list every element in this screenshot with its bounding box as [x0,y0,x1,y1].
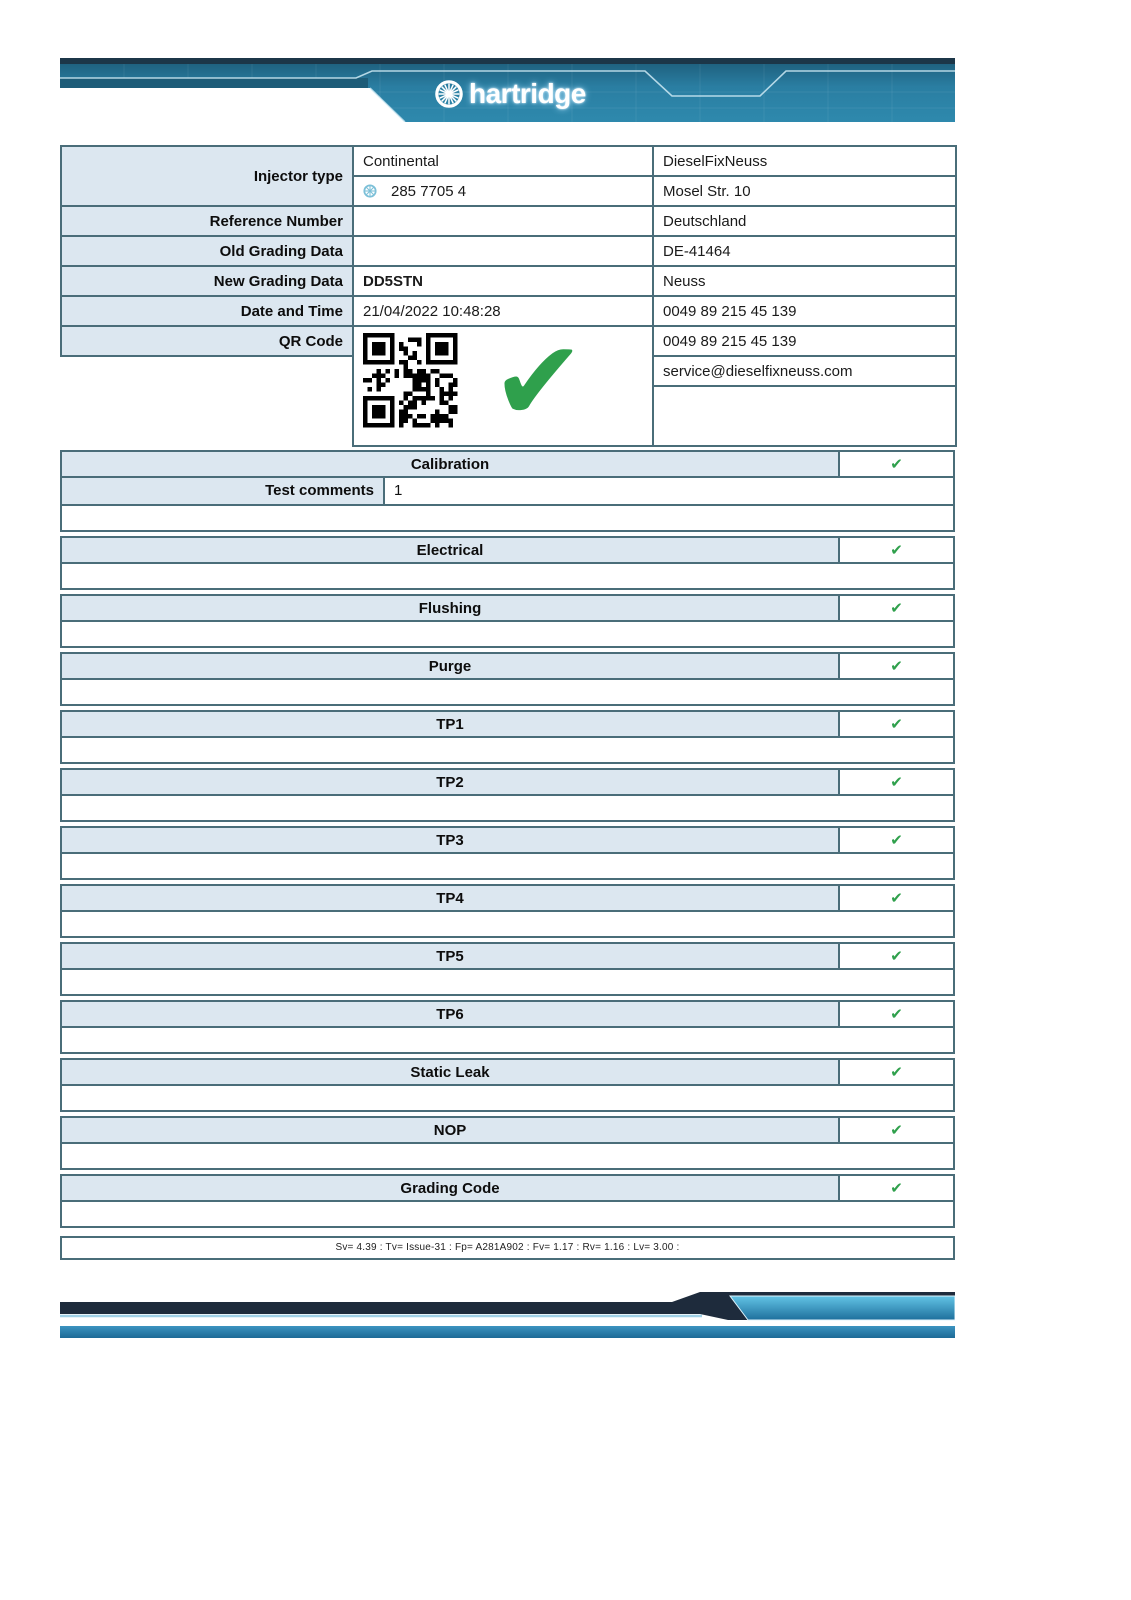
customer-phone-2: 0049 89 215 45 139 [653,326,956,356]
version-text: Sv= 4.39 : Tv= Issue-31 : Fp= A281A902 : Fv= 1.17 : Rv= 1.16 : Lv= 3.00 : [335,1242,680,1253]
footer-banner-graphic [60,1290,955,1338]
pass-check-cell [840,886,953,910]
spacer-cell [61,386,353,446]
pass-check-icon: ✔ [890,773,903,791]
turbine-wheel-icon [434,79,464,109]
section-label: TP4 [62,886,840,910]
test-section [60,1000,955,1054]
version-bar [60,1236,955,1260]
customer-email: service@dieselfixneuss.com [653,356,956,386]
pass-check-icon: ✔ [890,889,903,907]
section-blank-row [62,852,953,878]
test-comments-label: Test comments [62,478,385,504]
section-label: NOP [62,1118,840,1142]
pass-check-cell [840,654,953,678]
section-label: TP6 [62,1002,840,1026]
customer-phone-1: 0049 89 215 45 139 [653,296,956,326]
qr-code-image [363,333,458,432]
part-number-value: 285 7705 4 [391,182,467,200]
tests-area [60,450,955,1260]
section-label: Purge [62,654,840,678]
pass-check-cell [840,712,953,736]
test-comments-row [62,476,953,504]
test-comments-value: 1 [385,478,953,504]
pass-check-icon: ✔ [890,1005,903,1023]
pass-check-cell [840,1176,953,1200]
pass-check-cell [840,828,953,852]
section-label: Grading Code [62,1176,840,1200]
pass-check-icon: ✔ [890,831,903,849]
date-time-value: 21/04/2022 10:48:28 [353,296,653,326]
section-blank-row [62,678,953,704]
pass-check-icon: ✔ [890,455,903,473]
section-label: TP3 [62,828,840,852]
test-section [60,768,955,822]
customer-country: Deutschland [653,206,956,236]
test-section [60,710,955,764]
pass-check-icon: ✔ [890,1063,903,1081]
section-blank-row [62,1026,953,1052]
info-table [60,145,957,447]
date-time-label: Date and Time [61,296,353,326]
pass-check-cell [840,538,953,562]
section-blank-row [62,1142,953,1168]
pass-check-icon: ✔ [890,715,903,733]
pass-check-cell [840,1002,953,1026]
footer-banner [60,1290,955,1338]
pass-check-cell [840,1118,953,1142]
test-section [60,942,955,996]
manufacturer-value: Continental [353,146,653,176]
empty-cell [653,386,956,446]
old-grading-value [353,236,653,266]
header-banner [60,58,955,122]
section-label: Static Leak [62,1060,840,1084]
customer-postcode: DE-41464 [653,236,956,266]
test-section [60,1174,955,1228]
customer-name: DieselFixNeuss [653,146,956,176]
pass-check-icon: ✔ [890,1121,903,1139]
section-blank-row [62,1084,953,1110]
page-content [60,58,955,1338]
qr-code-cell [353,326,653,446]
test-section [60,1116,955,1170]
pass-check-cell [840,944,953,968]
qr-code-label: QR Code [61,326,353,356]
section-label: TP2 [62,770,840,794]
brand-text: hartridge [469,78,586,109]
new-grading-label: New Grading Data [61,266,353,296]
test-section [60,536,955,590]
section-blank-row [62,562,953,588]
pass-check-icon: ✔ [890,657,903,675]
section-label: Calibration [62,452,840,476]
pass-check-cell [840,1060,953,1084]
pass-check-cell [840,770,953,794]
reference-number-value [353,206,653,236]
old-grading-label: Old Grading Data [61,236,353,266]
test-section [60,1058,955,1112]
calibration-section [60,450,955,532]
pass-check-icon: ✔ [890,541,903,559]
section-blank-row [62,504,953,530]
test-passed-check-icon: ✔ [491,326,586,446]
section-blank-row [62,620,953,646]
section-label: Flushing [62,596,840,620]
pass-check-cell [840,596,953,620]
spacer-cell [61,356,353,386]
hartridge-logo [434,78,586,110]
section-blank-row [62,910,953,936]
pass-check-cell [840,452,953,476]
part-number-cell [353,176,653,206]
test-section [60,594,955,648]
customer-street: Mosel Str. 10 [653,176,956,206]
test-section [60,652,955,706]
section-blank-row [62,1200,953,1226]
section-blank-row [62,968,953,994]
section-label: TP5 [62,944,840,968]
test-section [60,884,955,938]
customer-city: Neuss [653,266,956,296]
new-grading-value: DD5STN [353,266,653,296]
injector-type-label: Injector type [61,146,353,206]
part-wheel-icon [363,184,377,198]
pass-check-icon: ✔ [890,599,903,617]
pass-check-icon: ✔ [890,947,903,965]
test-section [60,826,955,880]
pass-check-icon: ✔ [890,1179,903,1197]
section-blank-row [62,736,953,762]
section-label: TP1 [62,712,840,736]
section-label: Electrical [62,538,840,562]
test-sections [60,536,955,1228]
section-blank-row [62,794,953,820]
reference-number-label: Reference Number [61,206,353,236]
